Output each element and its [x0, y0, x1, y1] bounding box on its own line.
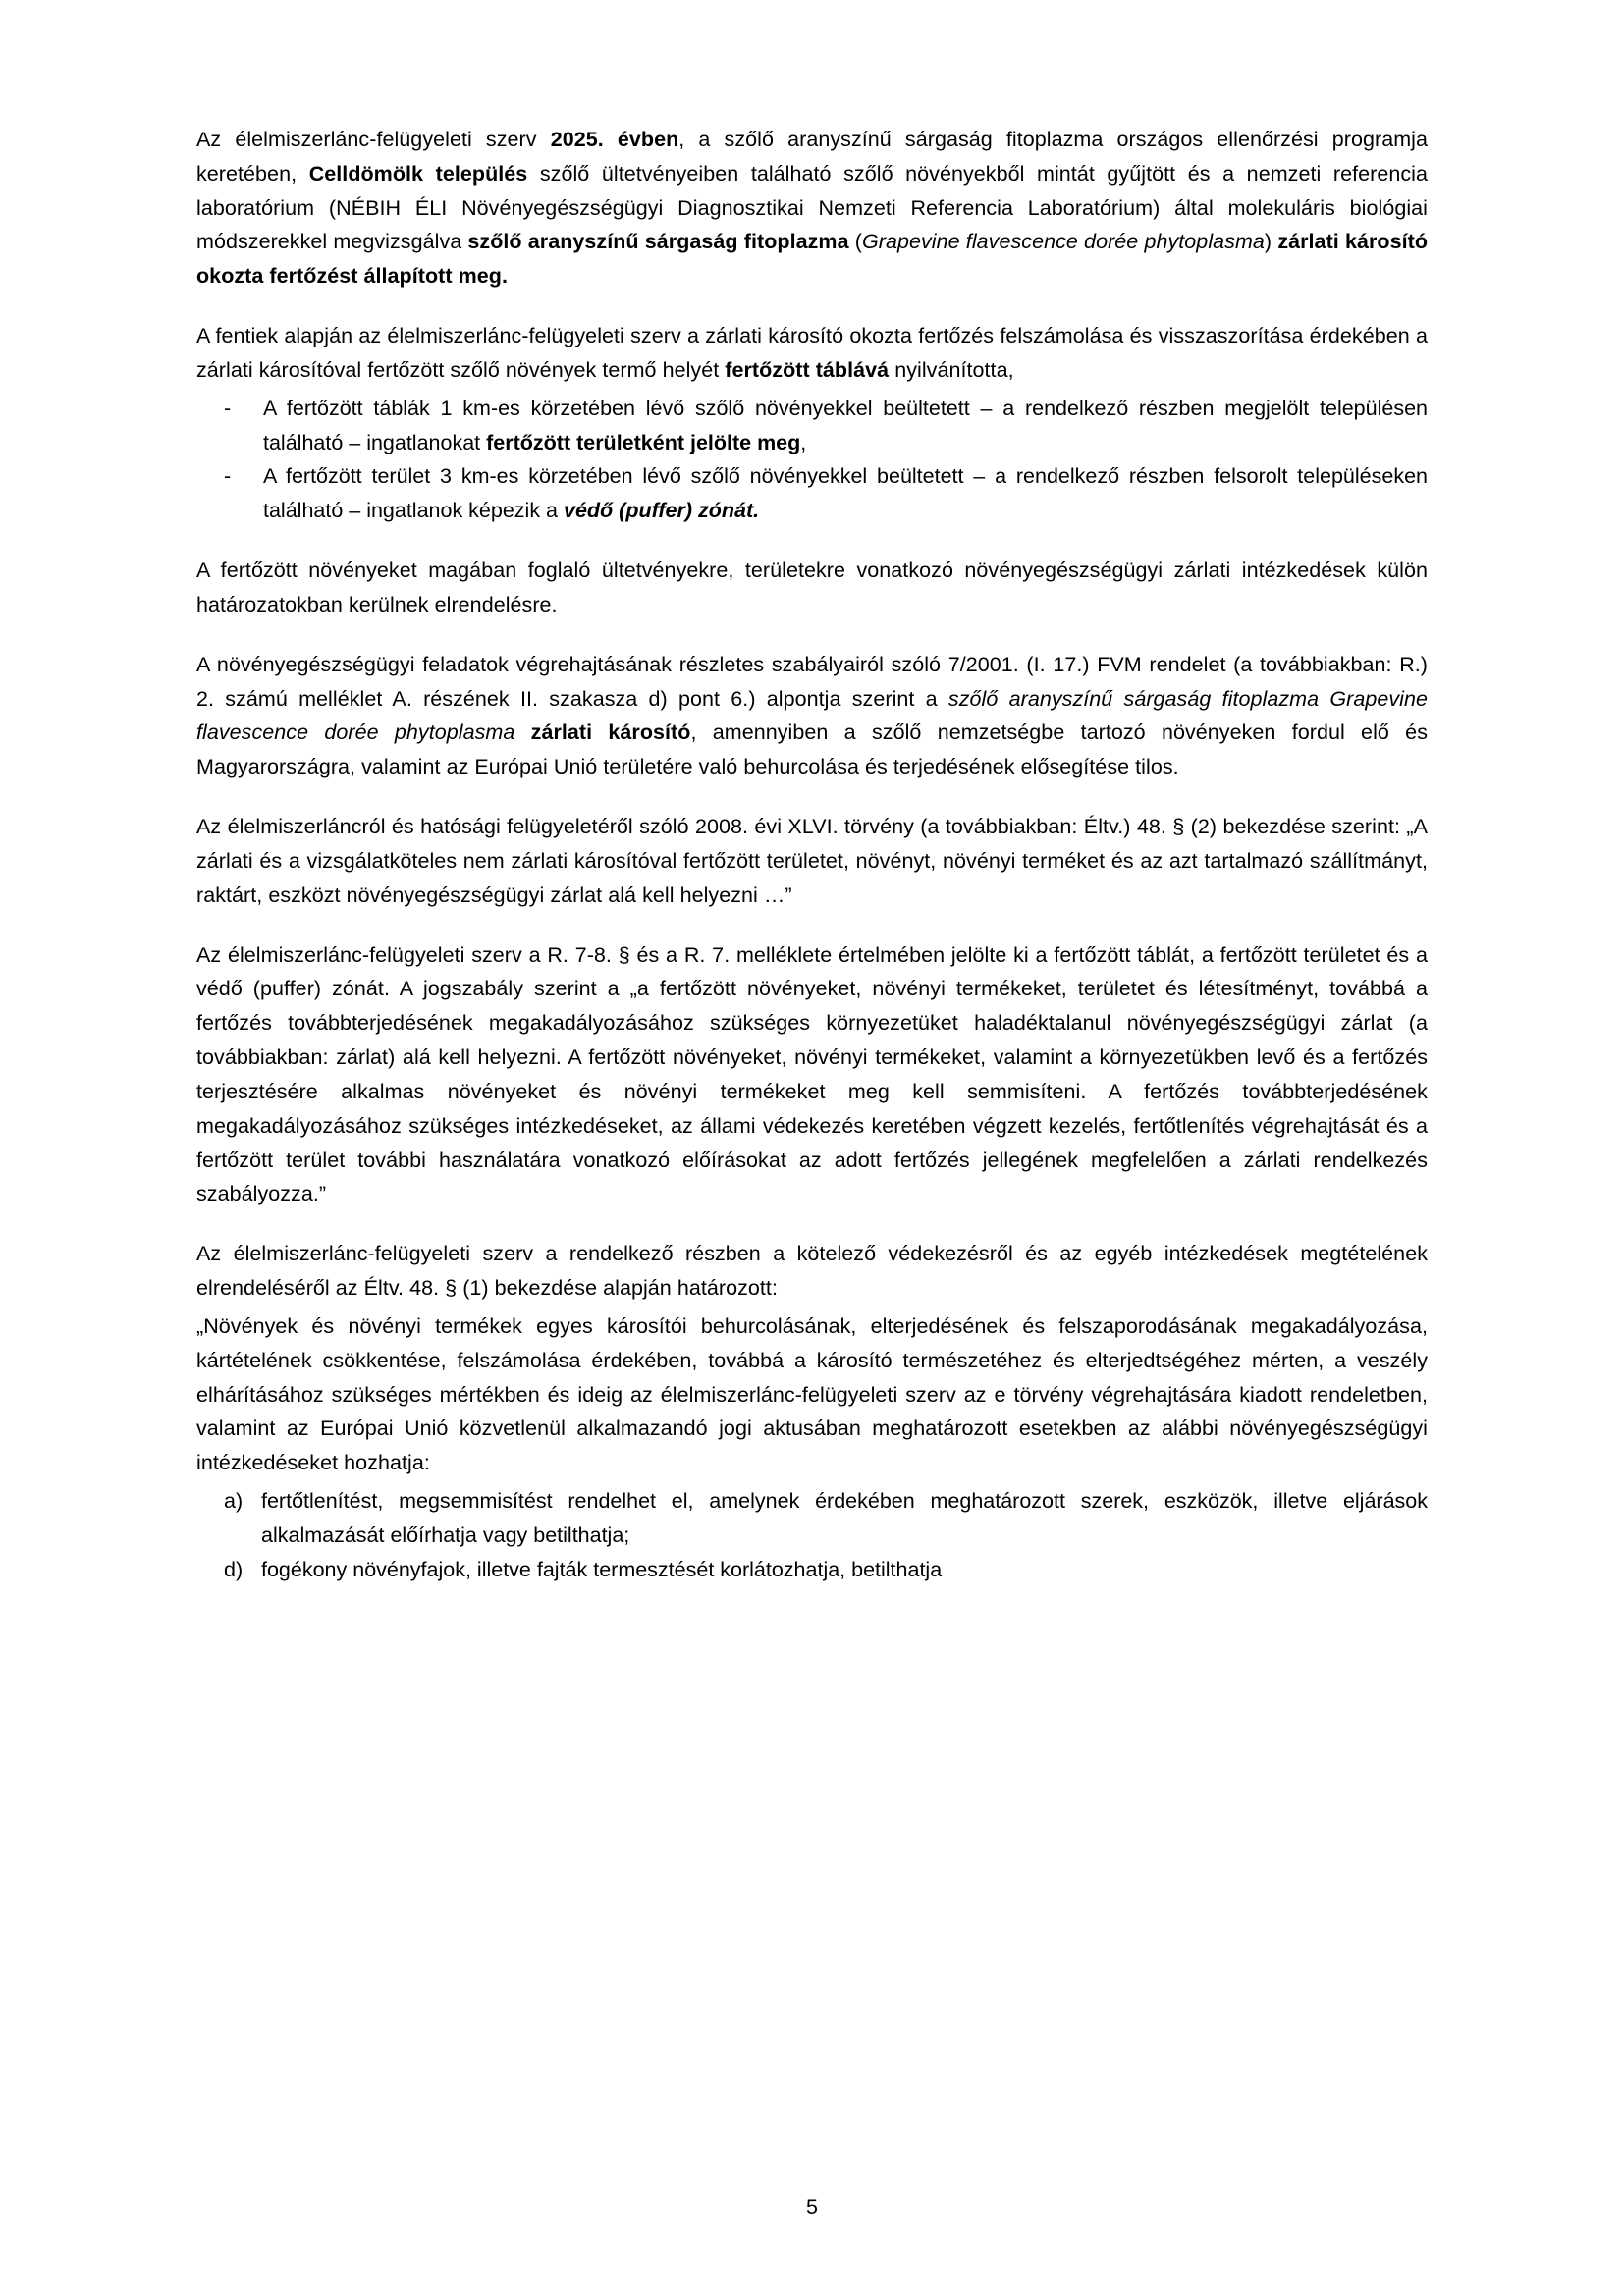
- text-run: fogékony növényfajok, illetve fajták termesztését korlátozhatja, betilthatja: [261, 1557, 943, 1581]
- text-run-italic-latin-name: Grapevine flavescence dorée phytoplasma: [861, 230, 1265, 254]
- text-run: ): [1264, 230, 1278, 254]
- list-marker: a): [224, 1488, 244, 1513]
- zone-list: [196, 392, 1428, 528]
- paragraph-eltv-48-2: Az élelmiszerláncról és hatósági felügyeletéről szóló 2008. évi XLVI. törvény (a továbbiakban: Éltv.) 48. § (2) bekezdése szerint: „A zárlati és a vizsgálatköteles nem zárlati károsítóval fertőzött területet, növényt, növényi terméket és az azt tartalmazó szállítmányt, raktárt, eszközt növényegészségügyi zárlat alá kell helyezni …”: [196, 815, 1428, 907]
- paragraph-eltv-48-1-intro: Az élelmiszerlánc-felügyeleti szerv a rendelkező részben a kötelező védekezésről és az egyéb intézkedések megtételének elrendeléséről az Éltv. 48. § (1) bekezdése alapján határozott:: [196, 1242, 1428, 1301]
- text-run: Az élelmiszerlánc-felügyeleti szerv: [196, 128, 551, 151]
- document-body: [196, 123, 1428, 1586]
- text-run: ,: [800, 430, 807, 454]
- dash-bullet-icon: -: [224, 396, 232, 420]
- list-item: [196, 1484, 1428, 1553]
- text-run-bold-finding: zárlati károsító okozta fertőzést állapított meg.: [196, 230, 1429, 289]
- text-run-bold-settlement: Celldömölk település: [308, 161, 528, 186]
- text-run: nyilvánította,: [889, 357, 1014, 382]
- text-run: A fertőzött táblák 1 km-es körzetében lévő szőlő növényekkel beültetett – a rendelkező részben megjelölt településen található – ingatlanokat: [263, 396, 1428, 454]
- text-run-bold-infected-area: fertőzött területként jelölte meg: [486, 430, 801, 454]
- text-run: A fentiek alapján az élelmiszerlánc-felügyeleti szerv a zárlati károsító okozta fertőzés felszámolása és visszaszorítása érdekében a zárlati károsítóval fertőzött szőlő növények termő helyét: [196, 324, 1428, 382]
- text-run-italic-pathogen-name: szőlő aranyszínű sárgaság fitoplazma Grapevine flavescence dorée phytoplasma: [196, 686, 1428, 745]
- measures-list: [196, 1484, 1428, 1586]
- text-run: [514, 721, 530, 744]
- list-item: [196, 1553, 1428, 1587]
- list-item: [196, 459, 1428, 528]
- text-run: , amennyiben a szőlő nemzetségbe tartozó növényeken fordul elő és Magyarországra, valamint az Európai Unió területére való behurcolása és terjedésének elősegítése tilos.: [196, 721, 1428, 779]
- text-run-bold-pathogen: szőlő aranyszínű sárgaság fitoplazma: [467, 230, 849, 254]
- paragraph-quarantine-measures: A fertőzött növényeket magában foglaló ültetvényekre, területekre vonatkozó növényegészségügyi zárlati intézkedések külön határozatokban kerülnek elrendelésre.: [196, 559, 1428, 616]
- paragraph-declaration: [196, 319, 1428, 388]
- text-run-bold-quarantine-pest: zárlati károsító: [530, 721, 691, 745]
- paragraph-legal-fvm: [196, 648, 1428, 784]
- paragraph-designation-explanation: Az élelmiszerlánc-felügyeleti szerv a R. 7-8. § és a R. 7. melléklete értelmében jelölte ki a fertőzött táblát, a fertőzött területet és a védő (puffer) zónát. A jogszabály szerint a „a fertőzött növényeket, növényi termékeket, területet és létesítményt, továbbá a fertőzés továbbterjedésének megakadályozásához szükséges környezetüket haladéktalanul növényegészségügyi zárlat (a továbbiakban: zárlat) alá kell helyezni. A fertőzött növényeket, növényi termékeket, valamint a környezetükben levő és a fertőzés terjesztésére alkalmas növényeket és növényi termékeket meg kell semmisíteni. A fertőzés továbbterjedésének megakadályozásához szükséges intézkedéseket, az állami védekezés keretében végzett kezelés, fertőtlenítés végrehajtását és a fertőzött terület további használatára vonatkozó előírásokat az adott fertőzés jellegének megfelelően a zárlati rendelkezés szabályozza.”: [196, 942, 1428, 1206]
- page-number: 5: [806, 2195, 818, 2218]
- paragraph-intro: [196, 123, 1428, 294]
- list-marker: d): [224, 1557, 244, 1581]
- text-run-bold-infected-block: fertőzött táblává: [725, 357, 890, 382]
- list-item: [196, 392, 1428, 460]
- text-run: , a szőlő aranyszínű sárgaság fitoplazma országos ellenőrzési programja keretében,: [196, 128, 1428, 186]
- text-run: szőlő ültetvényeiben található szőlő növényekből mintát gyűjtött és a nemzeti referencia laboratórium (NÉBIH ÉLI Növényegészségügyi Diagnosztikai Nemzeti Referencia Laboratórium) által molekuláris biológiai módszerekkel megvizsgálva: [196, 161, 1428, 254]
- paragraph-eltv-48-1-quote: „Növények és növényi termékek egyes károsítói behurcolásának, elterjedésének és felszaporodásának megakadályozása, kártételének csökkentése, felszámolása érdekében, továbbá a károsító természetéhez és elterjedtségéhez mérten, a veszély elhárításához szükséges mértékben és ideig az élelmiszerlánc-felügyeleti szerv az e törvény végrehajtására kiadott rendeletben, valamint az Európai Unió közvetlenül alkalmazandó jogi aktusában meghatározott esetekben az alábbi növényegészségügyi intézkedéseket hozhatja:: [196, 1313, 1428, 1475]
- text-run: (: [848, 230, 862, 254]
- text-run: A növényegészségügyi feladatok végrehajtásának részletes szabályairól szóló 7/2001. (I. 17.) FVM rendelet (a továbbiakban: R.) 2. számú melléklet A. részének II. szakasza d) pont 6.) alpontja szerint a: [196, 652, 1428, 711]
- text-run-bold-year: 2025. évben: [550, 128, 679, 151]
- dash-bullet-icon: -: [224, 464, 232, 489]
- text-run-bold-italic-buffer-zone: védő (puffer) zónát.: [564, 499, 760, 523]
- text-run: A fertőzött terület 3 km-es körzetében lévő szőlő növényekkel beültetett – a rendelkező részben felsorolt településeken található – ingatlanok képezik a: [263, 464, 1428, 523]
- text-run: fertőtlenítést, megsemmisítést rendelhet el, amelynek érdekében meghatározott szerek, eszközök, illetve eljárások alkalmazását előírhatja vagy betilthatja;: [261, 1488, 1428, 1547]
